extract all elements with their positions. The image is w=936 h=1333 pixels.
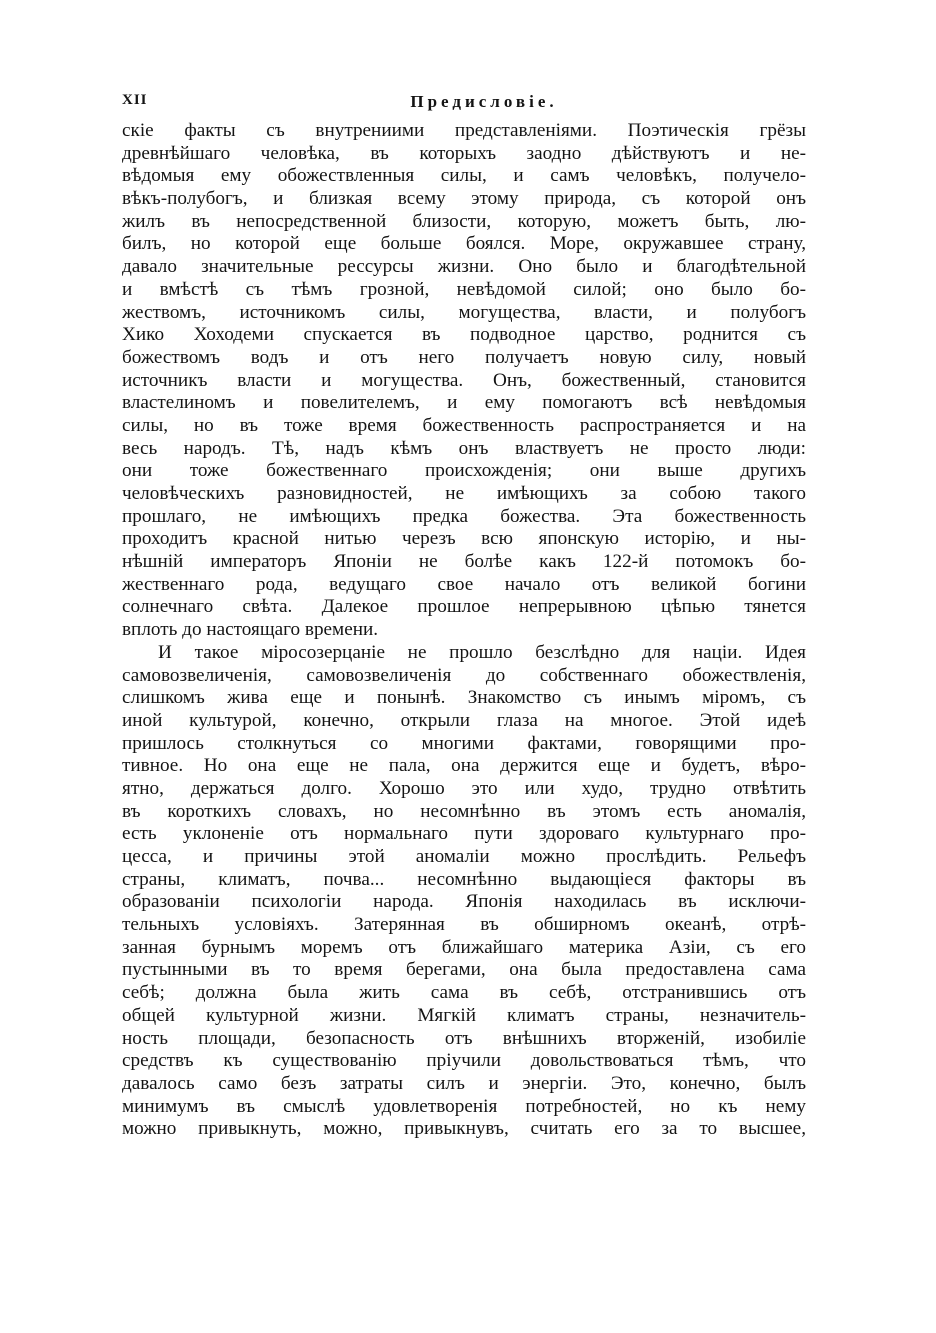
text-line: цесса, и причины этой аномаліи можно прослѣдить. Рельефъ	[122, 846, 806, 867]
text-line: жественнаго рода, ведущаго свое начало отъ великой богини	[122, 573, 806, 595]
text-line: иной культурой, конечно, открыли глаза на многое. Этой идеѣ	[122, 709, 806, 731]
text-line: тельныхъ условіяхъ. Затерянная въ обширномъ океанѣ, отрѣ-	[122, 914, 806, 936]
text-line: вѣдомыя ему обожествленныя силы, и самъ человѣкъ, получело-	[122, 165, 806, 187]
text-line: человѣческихъ разновидностей, не имѣющихъ за собою такого	[122, 483, 806, 504]
text-line: себѣ; должна была жить сама въ себѣ, отстранившись отъ	[122, 982, 806, 1004]
text-line: въ короткихъ словахъ, но несомнѣнно въ этомъ есть аномалія,	[122, 800, 806, 822]
text-line: силы, но въ тоже время божественность распространяется и на	[122, 414, 806, 436]
text-line: давало значительные рессурсы жизни. Оно было и благодѣтельной	[122, 256, 806, 278]
text-line: они тоже божественнаго происхожденія; они выше другихъ	[122, 460, 806, 482]
text-line: образованіи психологіи народа. Японія находилась въ исключи-	[122, 891, 806, 913]
text-line: вплоть до настоящаго времени.	[122, 619, 379, 641]
text-line: источникъ власти и могущества. Онъ, божественный, становится	[122, 369, 806, 391]
text-line: пришлось столкнуться со многими фактами, говорящими про-	[122, 732, 806, 754]
text-line: давалось само безъ затраты силъ и энергіи. Это, конечно, былъ	[122, 1072, 806, 1094]
text-line: Хико Хоходеми спускается въ подводное царство, роднится съ	[122, 324, 806, 346]
text-line: скіе факты съ внутрениими представленіями. Поэтическія грёзы	[122, 120, 806, 141]
text-line: жествомъ, источникомъ силы, могущества, власти, и полубогъ	[122, 301, 806, 323]
text-line: самовозвеличенія, самовозвеличенія до собственнаго обожествленія,	[122, 664, 806, 686]
text-line: средствъ къ существованію пріучили довольствоваться тѣмъ, что	[122, 1050, 806, 1072]
running-title: Предисловіе.	[410, 92, 558, 111]
page-header	[122, 92, 806, 116]
text-line: вѣкъ-полубогъ, и близкая всему этому природа, съ которой онъ	[122, 188, 806, 210]
text-line: общей культурной жизни. Мягкій климатъ страны, незначитель-	[122, 1004, 806, 1026]
text-line: есть уклоненіе отъ нормальнаго пути здороваго культурнаго про-	[122, 823, 806, 845]
text-line: проходитъ красной нитью черезъ всю японскую исторію, и ны-	[122, 528, 806, 550]
text-line: слишкомъ жива еще и понынѣ. Знакомство съ инымъ міромъ, съ	[122, 687, 806, 709]
paragraph-1	[122, 120, 806, 642]
text-line: пустынными въ то время берегами, она была предоставлена сама	[122, 959, 806, 981]
text-line: можно привыкнуть, можно, привыкнувъ, считать его за то высшее,	[122, 1118, 806, 1140]
text-line: минимумъ въ смыслѣ удовлетворенія потребностей, но къ нему	[122, 1095, 806, 1117]
text-line: древнѣйшаго человѣка, въ которыхъ заодно дѣйствуютъ и не-	[122, 142, 806, 164]
page-number: XII	[122, 92, 148, 108]
text-line: ятно, держаться долго. Хорошо это или худо, трудно отвѣтить	[122, 777, 806, 799]
text-line: солнечнаго свѣта. Далекое прошлое непрерывною цѣпью тянется	[122, 596, 806, 618]
text-line: прошлаго, не имѣющихъ предка божества. Эта божественность	[122, 505, 806, 527]
text-line: страны, климатъ, почва... несомнѣнно выдающіеся факторы въ	[122, 868, 806, 890]
text-line: тивное. Но она еще не пала, она держится еще и будетъ, вѣро-	[122, 755, 806, 777]
text-line: нѣшній императоръ Японіи не болѣе какъ 122-й потомокъ бо-	[122, 551, 806, 573]
body-text	[122, 120, 806, 1141]
text-line: божествомъ водъ и отъ него получаетъ новую силу, новый	[122, 346, 806, 368]
text-line: ность площади, безопасность отъ внѣшнихъ вторженій, изобиліе	[122, 1027, 806, 1049]
text-line: занная бурнымъ моремъ отъ ближайшаго материка Азіи, съ его	[122, 936, 806, 958]
text-line: И такое міросозерцаніе не прошло безслѣдно для націи. Идея	[158, 641, 806, 663]
text-line: и вмѣстѣ съ тѣмъ грозной, невѣдомой силой; оно было бо-	[122, 278, 806, 300]
text-line: властелиномъ и повелителемъ, и ему помогаютъ всѣ невѣдомыя	[122, 392, 806, 414]
text-line: жилъ въ непосредственной близости, которую, можетъ быть, лю-	[122, 210, 806, 232]
paragraph-2	[122, 642, 806, 1141]
text-line: весь народъ. Тѣ, надъ кѣмъ онъ властвуетъ не просто люди:	[122, 437, 806, 459]
text-line: билъ, но которой еще больше боялся. Море, окружавшее страну,	[122, 233, 806, 255]
